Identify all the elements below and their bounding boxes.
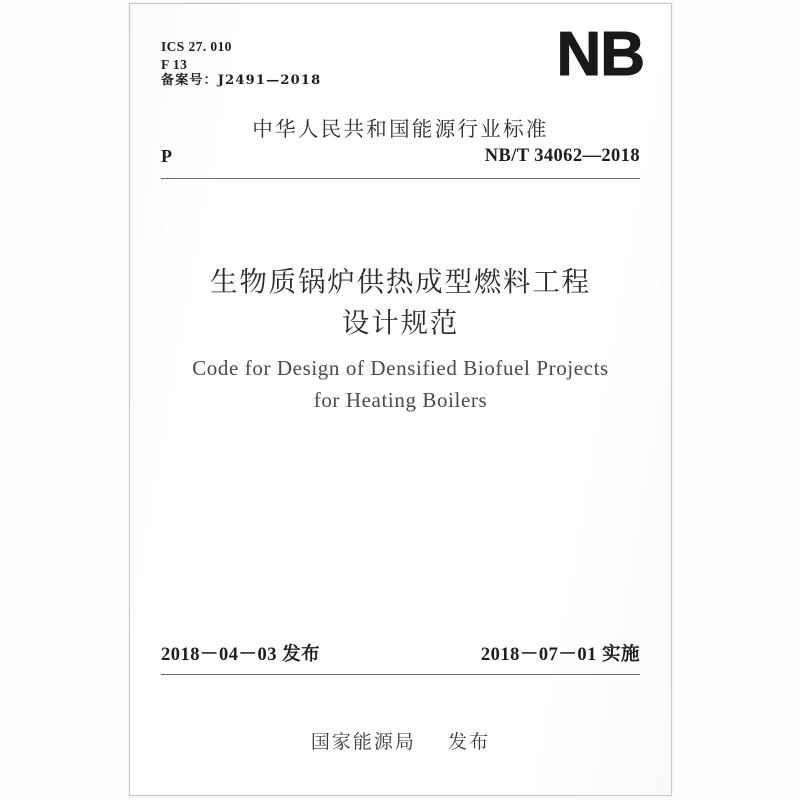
title-chinese bbox=[130, 262, 671, 344]
title-english bbox=[130, 352, 671, 416]
header-divider-rule bbox=[161, 178, 640, 179]
title-english-line-1: Code for Design of Densified Biofuel Projects bbox=[192, 356, 609, 380]
title-chinese-line-2: 设计规范 bbox=[341, 307, 460, 339]
classification-code: F 13 bbox=[161, 56, 188, 72]
effective-date: 2018－07－01 实施 bbox=[480, 645, 640, 665]
footer-divider-rule bbox=[161, 674, 640, 675]
standard-number-row bbox=[161, 146, 640, 172]
title-chinese-line-1: 生物质锅炉供热成型燃料工程 bbox=[210, 266, 591, 298]
issue-date: 2018－04－03 发布 bbox=[161, 645, 321, 665]
date-row bbox=[161, 640, 640, 668]
ics-code: ICS 27. 010 bbox=[161, 39, 232, 54]
title-english-line-2: for Heating Boilers bbox=[313, 388, 488, 412]
record-number: 备案号：J2491—2018 bbox=[161, 73, 322, 89]
publisher-line: 国家能源局 发布 bbox=[310, 731, 491, 753]
standard-number: NB/T 34062—2018 bbox=[484, 146, 640, 166]
standard-authority-band: 中华人民共和国能源行业标准 bbox=[252, 117, 549, 141]
identification-block bbox=[161, 38, 321, 90]
nb-logo: NB bbox=[556, 20, 644, 89]
classification-letter: P bbox=[161, 146, 172, 166]
standard-cover-page bbox=[129, 3, 672, 796]
